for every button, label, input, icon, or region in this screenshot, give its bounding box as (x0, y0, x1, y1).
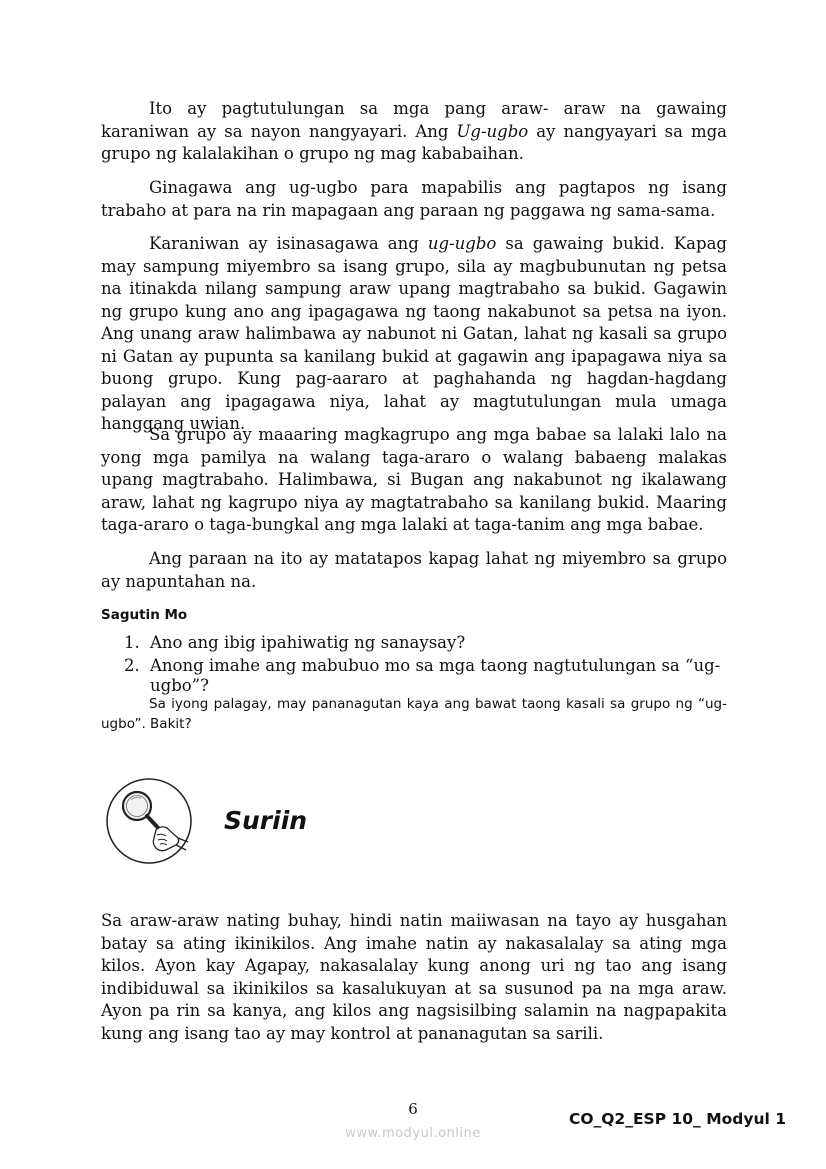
question-1-text: Ano ang ibig ipahiwatig ng sanaysay? (150, 633, 466, 652)
watermark: www.modyul.online (345, 1126, 481, 1141)
sagutin-heading: Sagutin Mo (101, 607, 188, 623)
paragraph-6: Sa araw-araw nating buhay, hindi natin maiiwasan na tayo ay husgahan batay sa ating ikinikilos. Ang imahe natin ay nakasalalay sa ating mga kilos. Ayon kay Agapay, nakasalalay kung anong uri ng tao ang isang indibiduwal sa ikinikilos sa kasalukuyan at sa susunod pa na mga araw. Ayon pa rin sa kanya, ang kilos ang nagsisilbing salamin na nagpapakita kung ang isang tao ay may kontrol at pananagutan sa sarili. (101, 911, 727, 1043)
paragraph-3-text-b: sa gawaing bukid. Kapag may sampung miyembro sa isang grupo, sila ay magbubunutan ng petsa na itinakda nilang sampung araw upang magtrabaho sa bukid. Gagawin ng grupo kung ano ang ipagagawa ng taong nakabunot sa petsa na iyon. Ang unang araw halimbawa ay nabunot ni Gatan, lahat ng kasali sa grupo ni Gatan ay pupunta sa kanilang bukid at gagawin ang ipapagawa niya sa buong grupo. Kung pag-aararo at paghahanda ng hagdan-hagdang palayan ang ipagagawa niya, lahat ay magtutulungan mula umaga hanggang uwian. (101, 234, 727, 433)
magnifying-glass-hand-icon (104, 778, 194, 864)
paragraph-3-text-a: Karaniwan ay isinasagawa ang (149, 234, 428, 253)
question-3: Sa iyong palagay, may pananagutan kaya ang bawat taong kasali sa grupo ng “ug-ugbo”. Bakit? (101, 696, 727, 732)
module-code: CO_Q2_ESP 10_ Modyul 1 (568, 1110, 786, 1128)
paragraph-1-text-a: Ito ay pagtutulungan sa mga pang araw- araw na gawaing karaniwan ay sa nayon nangyayari. Ang (101, 99, 727, 141)
question-1 (124, 633, 728, 653)
paragraph-3-emphasis: ug-ugbo (427, 234, 497, 253)
paragraph-4: Sa grupo ay maaaring magkagrupo ang mga babae sa lalaki lalo na yong mga pamilya na walang taga-araro o walang babaeng malakas upang magtrabaho. Halimbawa, si Bugan ang nakabunot ng ikalawang araw, lahat ng kagrupo niya ay magtatrabaho sa kanilang bukid. Maaring taga-araro o taga-bungkal ang mga lalaki at taga-tanim ang mga babae. (101, 425, 727, 534)
paragraph-1 (101, 98, 727, 166)
question-1-number: 1. (124, 633, 140, 652)
question-2-number: 2. (124, 656, 140, 675)
question-2-text: Anong imahe ang mabubuo mo sa mga taong nagtutulungan sa “ug-ugbo”? (150, 656, 721, 695)
page-number: 6 (408, 1100, 418, 1118)
paragraph-2: Ginagawa ang ug-ugbo para mapabilis ang pagtapos ng isang trabaho at para na rin mapagaan ang paraan ng paggawa ng sama-sama. (101, 178, 727, 220)
section-title: Suriin (224, 806, 308, 835)
question-2 (124, 656, 728, 696)
paragraph-1-text-b: ay nangyayari sa mga grupo ng kalalakihan o grupo ng mag kababaihan. (101, 121, 727, 163)
paragraph-5: Ang paraan na ito ay matatapos kapag lahat ng miyembro sa grupo ay napuntahan na. (101, 549, 727, 591)
paragraph-3 (101, 233, 727, 436)
paragraph-1-emphasis: Ug-ugbo (456, 121, 529, 141)
